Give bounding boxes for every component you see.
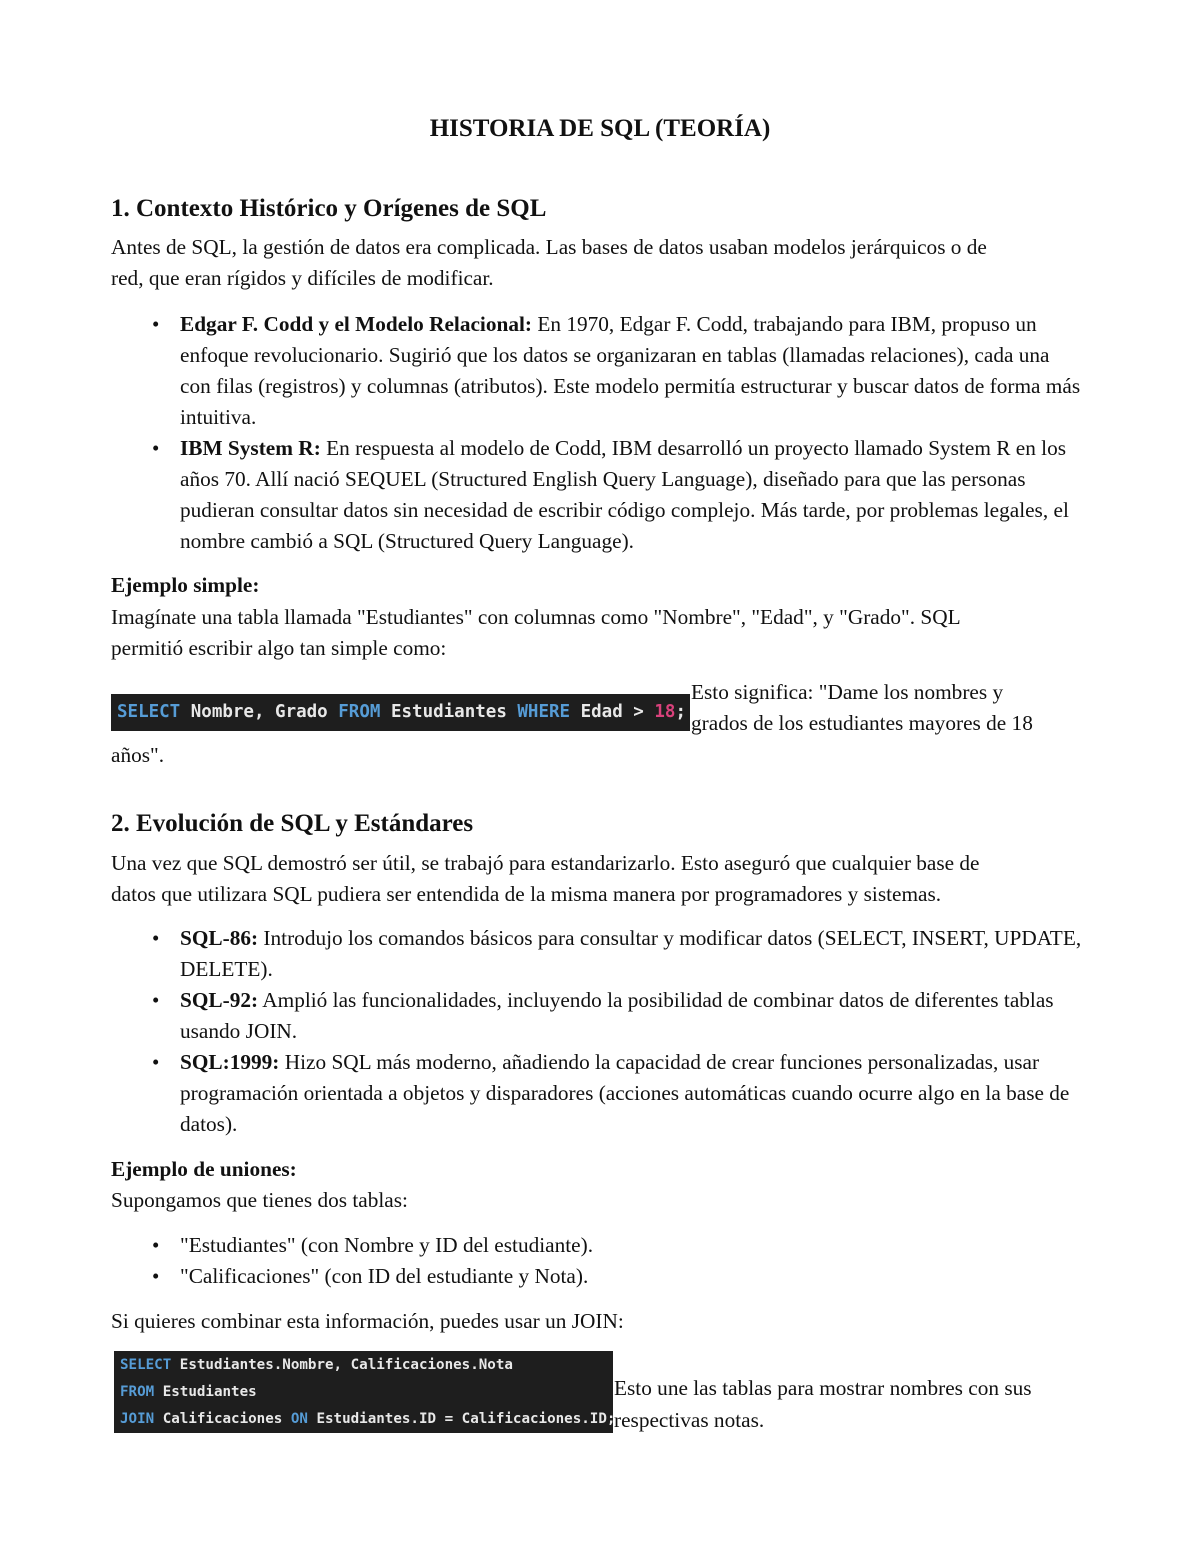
code-text: Estudiantes: [380, 702, 518, 722]
bullet-icon: •: [152, 1264, 160, 1288]
example-join-heading: Ejemplo de uniones:: [111, 1157, 297, 1181]
bullet-icon: •: [152, 988, 160, 1012]
code-line: [120, 1406, 616, 1433]
section-1-heading: 1. Contexto Histórico y Orígenes de SQL: [111, 195, 547, 222]
example-simple-line-1: Imagínate una tabla llamada "Estudiantes" con columnas como "Nombre", "Edad", y "Grado". SQL: [111, 605, 961, 629]
bullet-icon: •: [152, 436, 160, 460]
code-keyword: FROM: [120, 1384, 155, 1400]
section-2-intro-line-1: Una vez que SQL demostró ser útil, se trabajó para estandarizarlo. Esto aseguró que cualquier base de: [111, 851, 980, 875]
example-simple-line-2: permitió escribir algo tan simple como:: [111, 636, 447, 660]
bullet-icon: •: [152, 1233, 160, 1257]
section-2-heading: 2. Evolución de SQL y Estándares: [111, 810, 474, 837]
code-text: Edad >: [570, 702, 655, 722]
code-text: Estudiantes.ID = Calificaciones.ID;: [307, 1411, 616, 1427]
bullet-text: Hizo SQL más moderno, añadiendo la capacidad de crear funciones personalizadas, usar programación orientada a objetos y disparadores (acciones automáticas cuando ocurre algo en la base de datos).: [180, 1050, 1070, 1136]
bullet-text: En 1970, Edgar F. Codd, trabajando para IBM, propuso un enfoque revolucionario. Sugirió que los datos se organizaran en tablas (llamadas relaciones), cada una con filas (registros) y columnas (atributos). Este modelo permitía estructurar y buscar datos de forma más intuitiva.: [180, 312, 1081, 429]
bullet-icon: •: [152, 1050, 160, 1074]
code-explanation-line-3: años".: [111, 743, 165, 767]
list-item: [111, 985, 1096, 1047]
section-1-intro-line-1: Antes de SQL, la gestión de datos era complicada. Las bases de datos usaban modelos jerárquicos o de: [111, 235, 987, 259]
bullet-text: En respuesta al modelo de Codd, IBM desarrolló un proyecto llamado System R en los años 70. Allí nació SEQUEL (Structured English Query Language), diseñado para que las personas pudieran consultar datos sin necesidad de escribir código complejo. Más tarde, por problemas legales, el nombre cambió a SQL (Structured Query Language).: [180, 436, 1069, 553]
code-text: Estudiantes.Nombre, Calificaciones.Nota: [171, 1357, 513, 1373]
section-2-intro-line-2: datos que utilizara SQL pudiera ser entendida de la misma manera por programadores y sistemas.: [111, 882, 942, 906]
section-1-bullet-list: [111, 309, 1096, 557]
example-simple-heading: Ejemplo simple:: [111, 573, 260, 597]
code-keyword: SELECT: [120, 1357, 172, 1373]
code-explanation-line-2: grados de los estudiantes mayores de 18: [691, 711, 1033, 735]
list-item: [111, 923, 1096, 985]
code-explanation-line-1: Esto significa: "Dame los nombres y: [691, 680, 1004, 704]
page-title: HISTORIA DE SQL (TEORÍA): [429, 115, 771, 142]
section-2-bullet-list: [111, 923, 1096, 1140]
list-item: [111, 1047, 1096, 1140]
section-2-intro: [111, 848, 1091, 910]
join-intro: Si quieres combinar esta información, puedes usar un JOIN:: [111, 1309, 624, 1333]
bullet-label: SQL-92:: [180, 988, 259, 1012]
bullet-label: Edgar F. Codd y el Modelo Relacional:: [180, 312, 533, 336]
list-item: [111, 1230, 1096, 1261]
bullet-text: Amplió las funcionalidades, incluyendo la posibilidad de combinar datos de diferentes tablas usando JOIN.: [180, 988, 1054, 1043]
list-item: [111, 433, 1096, 557]
table-description: "Calificaciones" (con ID del estudiante y Nota).: [180, 1264, 589, 1288]
bullet-label: IBM System R:: [180, 436, 321, 460]
join-explanation-line-2: respectivas notas.: [614, 1408, 765, 1432]
join-explanation-line-1: Esto une las tablas para mostrar nombres con sus: [614, 1376, 1032, 1400]
code-text: Nombre, Grado: [180, 702, 339, 722]
example-join-intro: Supongamos que tienes dos tablas:: [111, 1188, 408, 1212]
example-simple-text: [111, 602, 1091, 664]
sql-code-block-select: [111, 694, 690, 731]
section-1-intro-line-2: red, que eran rígidos y difíciles de modificar.: [111, 266, 494, 290]
section-1-intro: [111, 232, 1091, 294]
code-keyword: SELECT: [117, 702, 181, 722]
code-text: Estudiantes: [154, 1384, 257, 1400]
list-item: [111, 309, 1096, 433]
list-item: [111, 1261, 1096, 1292]
bullet-label: SQL-86:: [180, 926, 259, 950]
table-description: "Estudiantes" (con Nombre y ID del estudiante).: [180, 1233, 594, 1257]
bullet-label: SQL:1999:: [180, 1050, 280, 1074]
sql-code-block-join: [114, 1351, 616, 1433]
code-keyword: JOIN: [120, 1411, 155, 1427]
bullet-text: Introdujo los comandos básicos para consultar y modificar datos (SELECT, INSERT, UPDATE, DELETE).: [180, 926, 1082, 981]
bullet-icon: •: [152, 312, 160, 336]
code-text: Calificaciones: [154, 1411, 291, 1427]
code-keyword: FROM: [338, 702, 381, 722]
code-text: ;: [675, 702, 686, 722]
code-line: [120, 1379, 613, 1406]
code-line: [120, 1352, 613, 1379]
code-keyword: ON: [290, 1411, 308, 1427]
code-number: 18: [654, 702, 676, 722]
tables-bullet-list: [111, 1230, 1096, 1292]
code-keyword: WHERE: [517, 702, 571, 722]
bullet-icon: •: [152, 926, 160, 950]
